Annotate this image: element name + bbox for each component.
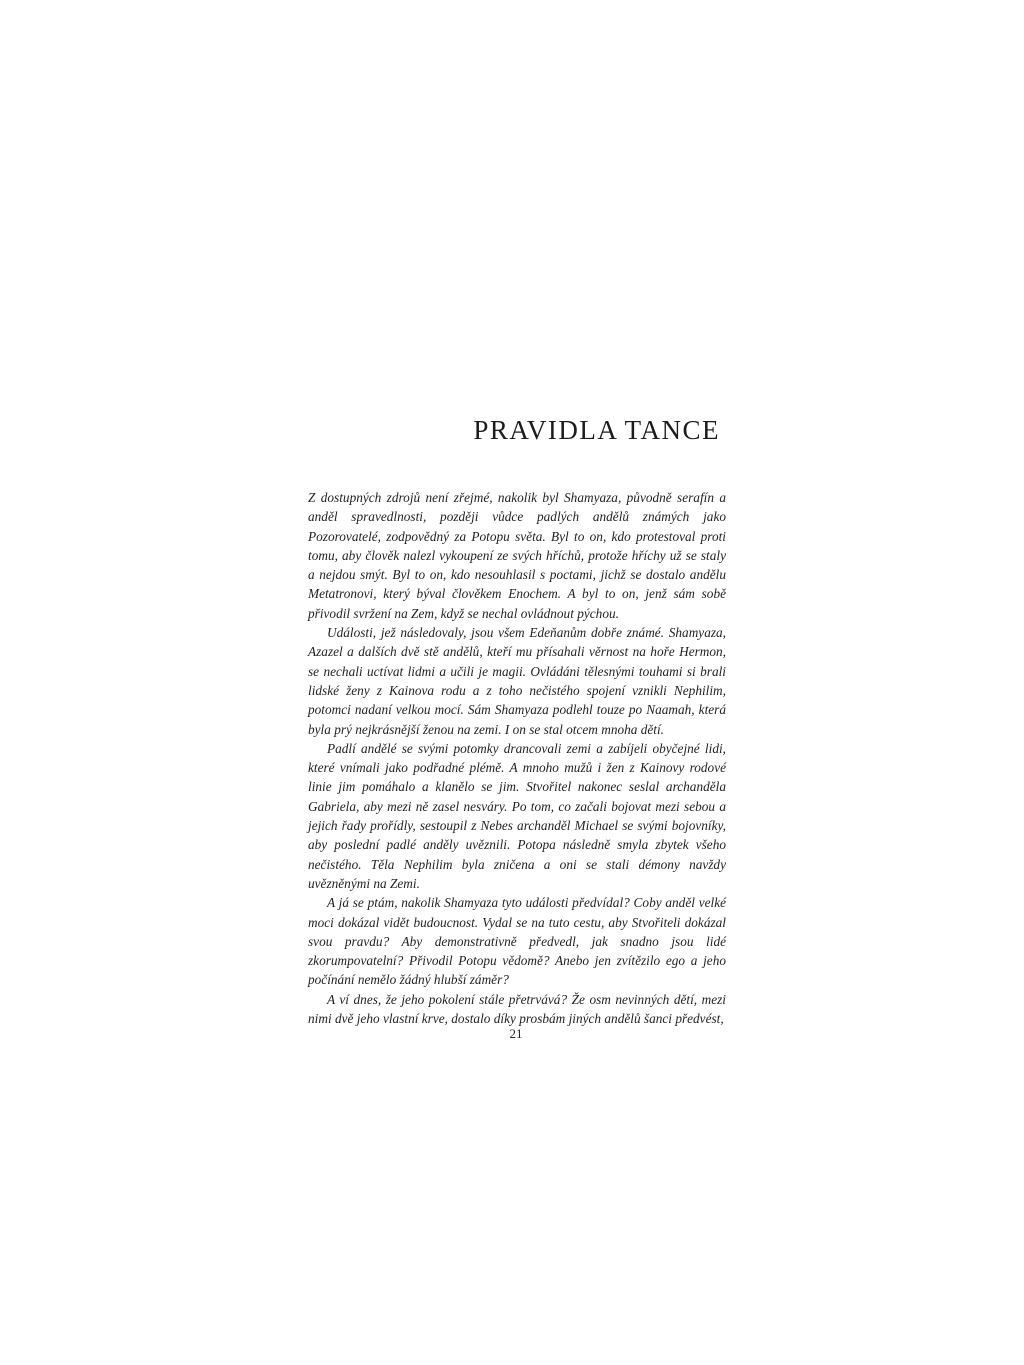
chapter-title: PRAVIDLA TANCE (473, 415, 720, 445)
paragraph: A ví dnes, že jeho pokolení stále přetrvává? Že osm nevinných dětí, mezi nimi dvě jeho vlastní krve, dostalo díky prosbám jiných andělů šanci předvést, (308, 991, 726, 1027)
paragraph: Z dostupných zdrojů není zřejmé, nakolik byl Shamyaza, původně serafín a anděl spravedlnosti, později vůdce padlých andělů známých jako Pozorovatelé, zodpovědný za Potopu světa. Byl to on, kdo protestoval proti tomu, aby člověk nalezl vykoupení ze svých hříchů, protože hříchy už se staly a nejdou smýt. Byl to on, kdo nesouhlasil s poctami, jichž se dostalo andělu Metatronovi, který býval člověkem Enochem. A byl to on, jenž sám sobě přivodil svržení na Zem, když se nechal ovládnout pýchou. (308, 490, 726, 621)
paragraph: A já se ptám, nakolik Shamyaza tyto události předvídal? Coby anděl velké moci dokázal vidět budoucnost. Vydal se na tuto cestu, aby Stvořiteli dokázal svou pravdu? Aby demonstrativně předvedl, jak snadno jsou lidé zkorumpovatelní? Přivodil Potopu vědomě? Anebo jen zvítězilo ego a jeho počínání nemělo žádný hlubší záměr? (308, 895, 726, 988)
chapter-body (308, 488, 726, 1028)
paragraph: Padlí andělé se svými potomky drancovali zemi a zabíjeli obyčejné lidi, které vnímali jako podřadné plémě. A mnoho mužů i žen z Kainovy rodové linie jim pomáhalo a klanělo se jim. Stvořitel nakonec seslal archanděla Gabriela, aby mezi ně zasel nesváry. Po tom, co začali bojovat mezi sebou a jejich řady prořídly, sestoupil z Nebes archanděl Michael se svými bojovníky, aby poslední padlé anděly uvěznili. Potopa následně smyla zbytek všeho nečistého. Těla Nephilim byla zničena a oni se stali démony navždy uvězněnými na Zemi. (308, 740, 726, 891)
page-number: 21 (509, 1026, 523, 1041)
paragraph: Události, jež následovaly, jsou všem Edeňanům dobře známé. Shamyaza, Azazel a dalších dvě stě andělů, kteří mu přísahali věrnost na hoře Hermon, se nechali uctívat lidmi a učili je magii. Ovládáni tělesnými touhami si brali lidské ženy z Kainova rodu a z toho nečistého spojení vznikli Nephilim, potomci nadaní velkou mocí. Sám Shamyaza podlehl touze po Naamah, která byla prý nejkrásnější ženou na zemi. I on se stal otcem mnoha dětí. (308, 625, 726, 737)
